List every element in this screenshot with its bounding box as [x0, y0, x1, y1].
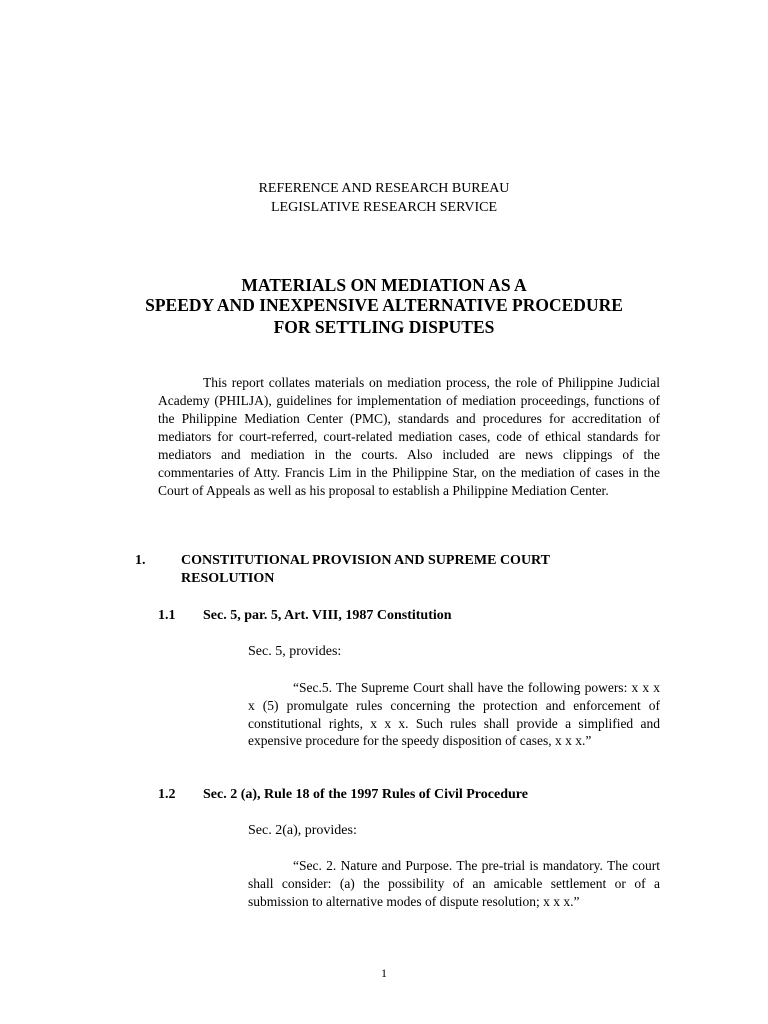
section-1-number: 1. [135, 553, 146, 568]
page-number: 1 [381, 966, 387, 980]
title-line-3: FOR SETTLING DISPUTES [273, 317, 495, 337]
subsection-1-2-number: 1.2 [158, 787, 176, 802]
section-1-heading: CONSTITUTIONAL PROVISION AND SUPREME COURT RESOLUTION [181, 553, 550, 586]
subsection-1-2-intro: Sec. 2(a), provides: [248, 823, 357, 838]
subsection-1-1-quote [248, 679, 660, 750]
bureau-name: REFERENCE AND RESEARCH BUREAU [258, 181, 510, 196]
quote-text: “Sec.5. The Supreme Court shall have the following powers: x x x x (5) promulgate rules concerning the protection and enforcement of constitutional rights, x x x. Such rules shall provide a simplified and expensive procedure for the speedy disposition of cases, x x x.” [248, 680, 660, 749]
subsection-1-1-number: 1.1 [158, 608, 176, 623]
subsection-1-1-heading: Sec. 5, par. 5, Art. VIII, 1987 Constitution [203, 608, 452, 623]
subsection-1-1-intro: Sec. 5, provides: [248, 644, 342, 659]
quote-text: “Sec. 2. Nature and Purpose. The pre-trial is mandatory. The court shall consider: (a) the possibility of an amicable settlement or of a submission to alternative modes of dispute resolution; x x x.” [248, 858, 660, 909]
subsection-1-2-heading: Sec. 2 (a), Rule 18 of the 1997 Rules of Civil Procedure [203, 787, 528, 802]
title-line-2: SPEEDY AND INEXPENSIVE ALTERNATIVE PROCEDURE [145, 295, 623, 315]
abstract-paragraph [158, 374, 660, 500]
subsection-1-2-quote [248, 857, 660, 910]
title-line-1: MATERIALS ON MEDIATION AS A [241, 275, 527, 295]
abstract-text: This report collates materials on mediation process, the role of Philippine Judicial Academy (PHILJA), guidelines for implementation of mediation proceedings, functions of the Philippine Mediation Center (PMC), standards and procedures for accreditation of mediators for court-referred, court-related mediation cases, code of ethical standards for mediators and mediation in the courts. Also included are news clippings of the commentaries of Atty. Francis Lim in the Philippine Star, on the mediation of cases in the Court of Appeals as well as his proposal to establish a Philippine Mediation Center. [158, 375, 660, 498]
service-name: LEGISLATIVE RESEARCH SERVICE [271, 200, 497, 215]
